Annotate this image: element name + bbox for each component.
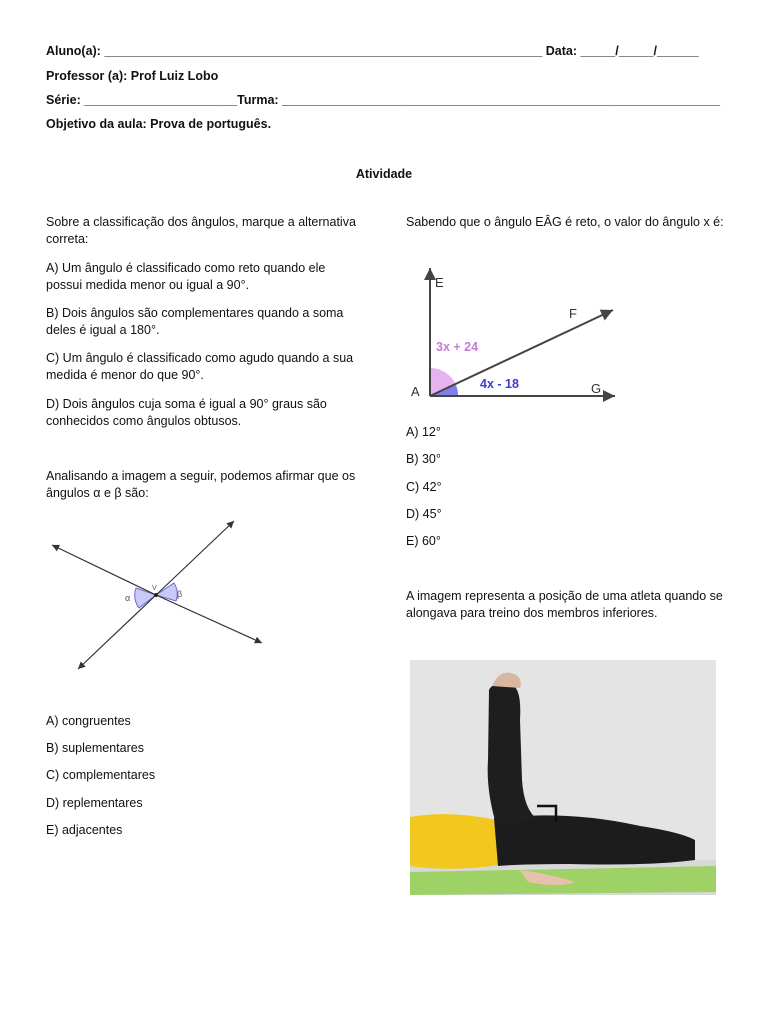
label-e: E bbox=[435, 275, 444, 290]
alpha-label: α bbox=[125, 593, 131, 603]
q1-prompt: Sobre a classificação dos ângulos, marque a alternativa correta: bbox=[46, 215, 356, 246]
athlete-stretch-photo bbox=[410, 660, 716, 895]
q1-option-a: A) Um ângulo é classificado como reto quando ele possui medida menor ou igual a 90°. bbox=[46, 261, 326, 292]
q2-option-c: C) complementares bbox=[46, 768, 156, 782]
page-title: Atividade bbox=[355, 167, 413, 181]
q3-option-d: D) 45° bbox=[406, 507, 442, 521]
q1-option-d: D) Dois ângulos cuja soma é igual a 90° graus são conhecidos como ângulos obtusos. bbox=[46, 397, 327, 428]
ray-right-down bbox=[156, 595, 262, 643]
label-a: A bbox=[411, 384, 420, 399]
lesson-objective: Objetivo da aula: Prova de português. bbox=[46, 117, 272, 131]
q4-prompt: A imagem representa a posição de uma atleta quando se alongava para treino dos membros inferiores. bbox=[406, 589, 723, 620]
q1-option-c: C) Um ângulo é classificado como agudo quando a sua medida é menor do que 90°. bbox=[46, 351, 354, 382]
ray-left-down bbox=[78, 595, 156, 669]
q1-option-b: B) Dois ângulos são complementares quando a soma deles é igual a 180°. bbox=[46, 306, 344, 337]
vertex-label: V bbox=[152, 585, 157, 592]
q3-option-a: A) 12° bbox=[406, 425, 441, 439]
yellow-shirt bbox=[410, 814, 500, 869]
ray-left-up bbox=[52, 545, 156, 595]
q3-prompt: Sabendo que o ângulo EÂG é reto, o valor do ângulo x é: bbox=[406, 215, 724, 229]
q2-option-e: E) adjacentes bbox=[46, 823, 123, 837]
q2-option-d: D) replementares bbox=[46, 796, 143, 810]
label-g: G bbox=[591, 381, 602, 396]
student-name-line: Aluno(a): _______________________________________________________________ Data: _____/_____/______ bbox=[46, 44, 699, 58]
q3-option-b: B) 30° bbox=[406, 452, 441, 466]
q2-option-a: A) congruentes bbox=[46, 714, 131, 728]
beta-label: β bbox=[177, 589, 183, 599]
lower-angle-expression: 4x - 18 bbox=[480, 377, 519, 391]
vertical-angles-figure bbox=[46, 515, 268, 675]
q2-option-b: B) suplementares bbox=[46, 741, 144, 755]
grade-class-line: Série: ______________________Turma: _______________________________________________________________ bbox=[46, 93, 721, 107]
label-f: F bbox=[569, 306, 577, 321]
right-angle-figure bbox=[405, 262, 627, 407]
q2-prompt: Analisando a imagem a seguir, podemos afirmar que os ângulos α e β são: bbox=[46, 469, 356, 500]
vertex-point bbox=[154, 593, 158, 597]
upper-angle-expression: 3x + 24 bbox=[436, 340, 479, 354]
teacher-line: Professor (a): Prof Luiz Lobo bbox=[46, 69, 219, 83]
ray-right-up bbox=[156, 521, 234, 595]
q3-option-e: E) 60° bbox=[406, 534, 441, 548]
q3-option-c: C) 42° bbox=[406, 480, 442, 494]
